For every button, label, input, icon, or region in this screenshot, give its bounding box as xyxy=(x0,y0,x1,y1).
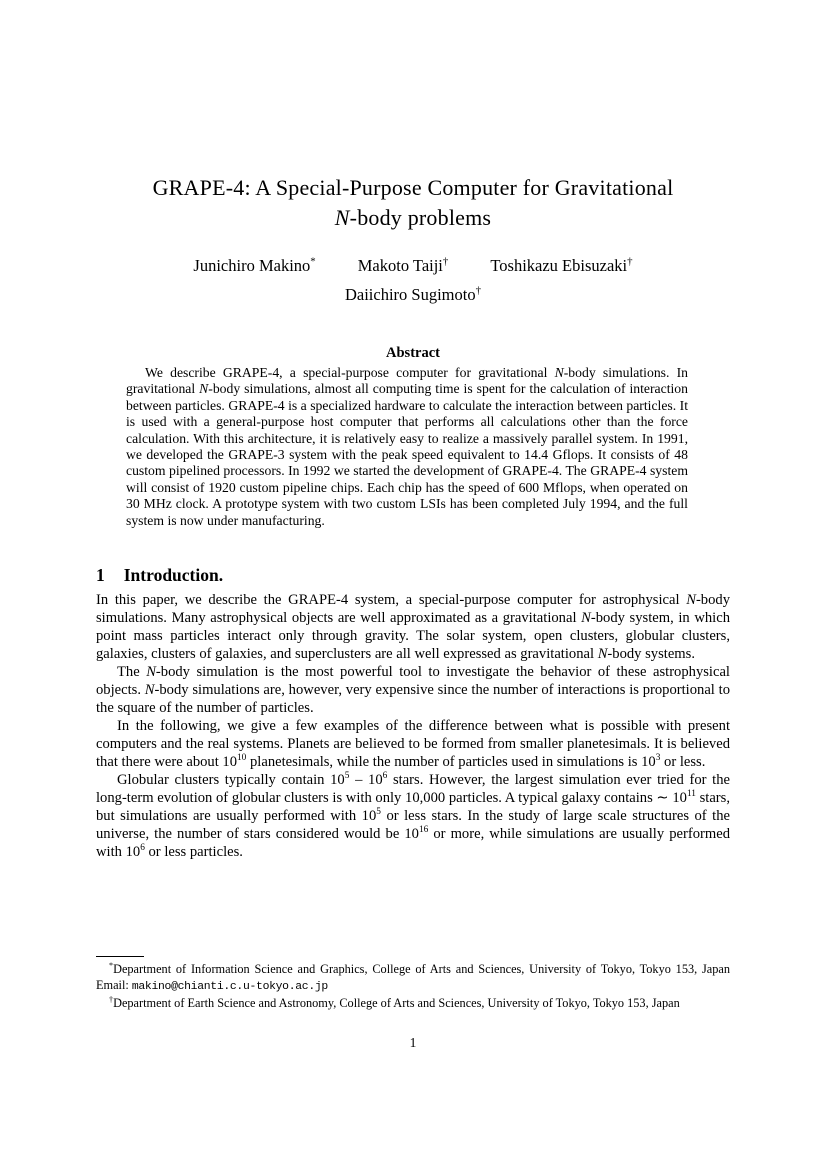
footnote-mark-dagger: † xyxy=(109,994,114,1004)
footnote-mark-asterisk: * xyxy=(109,960,114,970)
abstract-body: We describe GRAPE-4, a special-purpose computer for gravitational N-body simulations. In gravitational N-body simulations, almost all computing time is spent for the calculation of interaction between particles. GRAPE-4 is a specialized hardware to calculate the interaction between particles. It is used with a general-purpose host computer that performs all calculations other than the force calculation. With this architecture, it is relatively easy to realize a massively parallel system. In 1991, we developed the GRAPE-3 system with the peak speed equivalent to 14.4 Gflops. It consists of 48 custom pipelined processors. In 1992 we started the development of GRAPE-4. The GRAPE-4 system will consist of 1920 custom pipeline chips. Each chip has the speed of 600 Mflops, when operated on 30 MHz clock. A prototype system with two custom LSIs has been completed July 1994, and the full system is now under manufacturing. xyxy=(126,365,689,528)
author-sugimoto-footnote-mark: † xyxy=(475,284,482,297)
author-row-2 xyxy=(96,285,730,305)
footnote-rule xyxy=(96,956,144,957)
footnote-2-text: Department of Earth Science and Astronomy, College of Arts and Sciences, University of Tokyo, Tokyo 153, Japan xyxy=(113,995,680,1010)
intro-paragraph-2: The N-body simulation is the most powerful tool to investigate the behavior of these astrophysical objects. N-body simulations are, however, very expensive since the number of interactions is proportional to the square of the number of particles. xyxy=(96,664,730,717)
paper-title xyxy=(96,173,730,233)
author-ebisuzaki xyxy=(490,256,632,276)
footnote-1-text: Department of Information Science and Graphics, College of Arts and Sciences, University of Tokyo, Tokyo 153, Japan Email: xyxy=(96,962,730,992)
page-number: 1 xyxy=(409,1035,417,1050)
intro-paragraph-1: In this paper, we describe the GRAPE-4 system, a special-purpose computer for astrophysical N-body simulations. Many astrophysical objects are well approximated as a gravitational N-body system, in which point mass particles interact only through gravity. The solar system, open clusters, globular clusters, galaxies, clusters of galaxies, and superclusters are all well expressed as gravitational N-body systems. xyxy=(96,592,730,663)
intro-paragraph-3: In the following, we give a few examples of the difference between what is possible with present computers and the real systems. Planets are believed to be formed from smaller planetesimals. It is believed that there were about $10^{10}$ planetesimals, while the number of particles used in simulations is $10^3$ or less. xyxy=(96,718,730,771)
footnotes-block xyxy=(96,956,730,1011)
author-taiji xyxy=(358,256,449,276)
title-line-1: GRAPE-4: A Special-Purpose Computer for Gravitational xyxy=(152,175,674,200)
title-line-2: N-body problems xyxy=(334,205,492,230)
intro-paragraph-4: Globular clusters typically contain $10^5 - 10^6$ stars. However, the largest simulation ever tried for the long-term evolution of globular clusters is with only 10,000 particles. A typical galaxy contains ∼ $10^{11}$ stars, but simulations are usually performed with $10^5$ or less stars. In the study of large scale structures of the universe, the number of stars considered would be $10^{16}$ or more, while simulations are usually performed with $10^6$ or less particles. xyxy=(96,771,730,861)
section-number: 1 xyxy=(96,565,105,586)
author-sugimoto-name: Daiichiro Sugimoto xyxy=(344,285,476,304)
footnote-email-address: makino@chianti.c.u-tokyo.ac.jp xyxy=(131,980,328,993)
author-makino-name: Junichiro Makino xyxy=(193,256,311,275)
abstract-heading: Abstract xyxy=(386,345,440,361)
section-heading-introduction xyxy=(96,565,730,586)
author-row-1 xyxy=(96,256,730,276)
section-title: Introduction. xyxy=(123,565,224,586)
author-taiji-name: Makoto Taiji xyxy=(357,256,443,275)
author-taiji-footnote-mark: † xyxy=(442,255,449,268)
author-makino xyxy=(193,256,315,276)
author-makino-footnote-mark: * xyxy=(310,255,316,268)
paper-content xyxy=(96,0,730,861)
author-sugimoto xyxy=(345,285,481,305)
footnote-affiliation-dagger xyxy=(96,996,730,1012)
author-ebisuzaki-name: Toshikazu Ebisuzaki xyxy=(490,256,628,275)
author-ebisuzaki-footnote-mark: † xyxy=(627,255,633,268)
footnote-affiliation-makino xyxy=(96,962,730,996)
abstract-section xyxy=(96,345,730,529)
